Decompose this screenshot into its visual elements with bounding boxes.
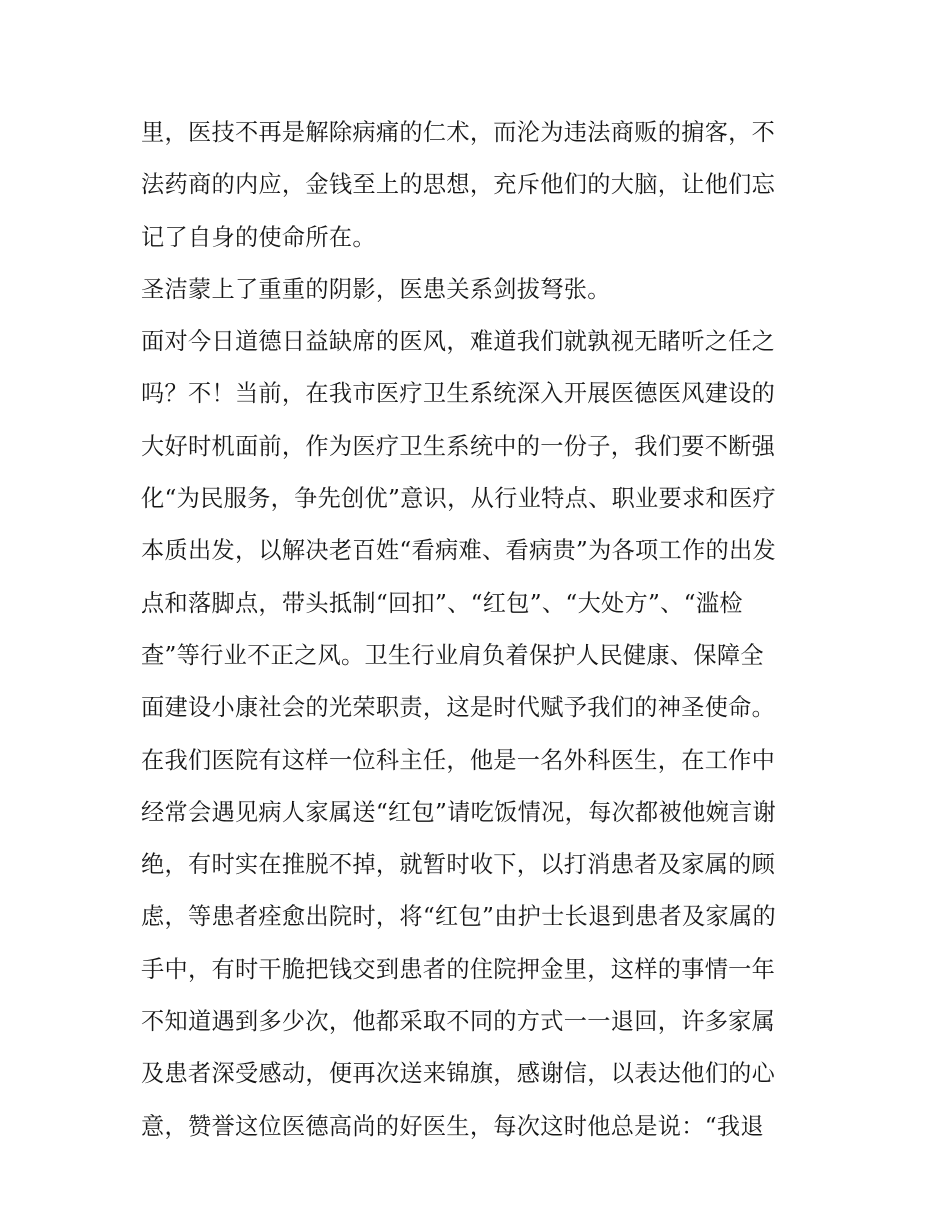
text-line: 大好时机面前，作为医疗卫生系统中的一份子，我们要不断强 — [141, 432, 776, 460]
text-line: 查”等行业不正之风。卫生行业肩负着保护人民健康、保障全 — [141, 641, 764, 669]
text-line: 及患者深受感动，便再次送来锦旗，感谢信，以表达他们的心 — [141, 1060, 776, 1088]
text-line: 记了自身的使命所在。 — [141, 223, 376, 251]
text-line: 经常会遇见病人家属送“红包”请吃饭情况，每次都被他婉言谢 — [141, 798, 776, 826]
text-line: 吗？不！当前，在我市医疗卫生系统深入开展医德医风建设的 — [141, 380, 776, 408]
text-line: 点和落脚点，带头抵制“回扣”、“红包”、“大处方”、“滥检 — [141, 589, 743, 617]
text-line: 本质出发，以解决老百姓“看病难、看病贵”为各项工作的出发 — [141, 537, 776, 565]
text-line: 绝，有时实在推脱不掉，就暂时收下，以打消患者及家属的顾 — [141, 851, 776, 879]
text-line: 面对今日道德日益缺席的医风，难道我们就孰视无睹听之任之 — [141, 328, 776, 356]
text-line: 手中，有时干脆把钱交到患者的住院押金里，这样的事情一年 — [141, 955, 776, 983]
document-body — [141, 107, 831, 1153]
text-line: 圣洁蒙上了重重的阴影，医患关系剑拔弩张。 — [141, 275, 611, 303]
text-line: 面建设小康社会的光荣职责，这是时代赋予我们的神圣使命。 — [141, 694, 776, 722]
text-line: 在我们医院有这样一位科主任，他是一名外科医生，在工作中 — [141, 746, 776, 774]
text-line: 里，医技不再是解除病痛的仁术，而沦为违法商贩的掮客，不 — [141, 119, 776, 146]
text-line: 化“为民服务，争先创优”意识，从行业特点、职业要求和医疗 — [141, 485, 776, 513]
text-line: 意，赞誉这位医德高尚的好医生，每次这时他总是说：“我退 — [141, 1112, 764, 1140]
text-line: 虑，等患者痊愈出院时，将“红包”由护士长退到患者及家属的 — [141, 903, 776, 931]
text-line: 不知道遇到多少次，他都采取不同的方式一一退回，许多家属 — [141, 1008, 776, 1036]
text-line: 法药商的内应，金钱至上的思想，充斥他们的大脑，让他们忘 — [141, 171, 776, 199]
